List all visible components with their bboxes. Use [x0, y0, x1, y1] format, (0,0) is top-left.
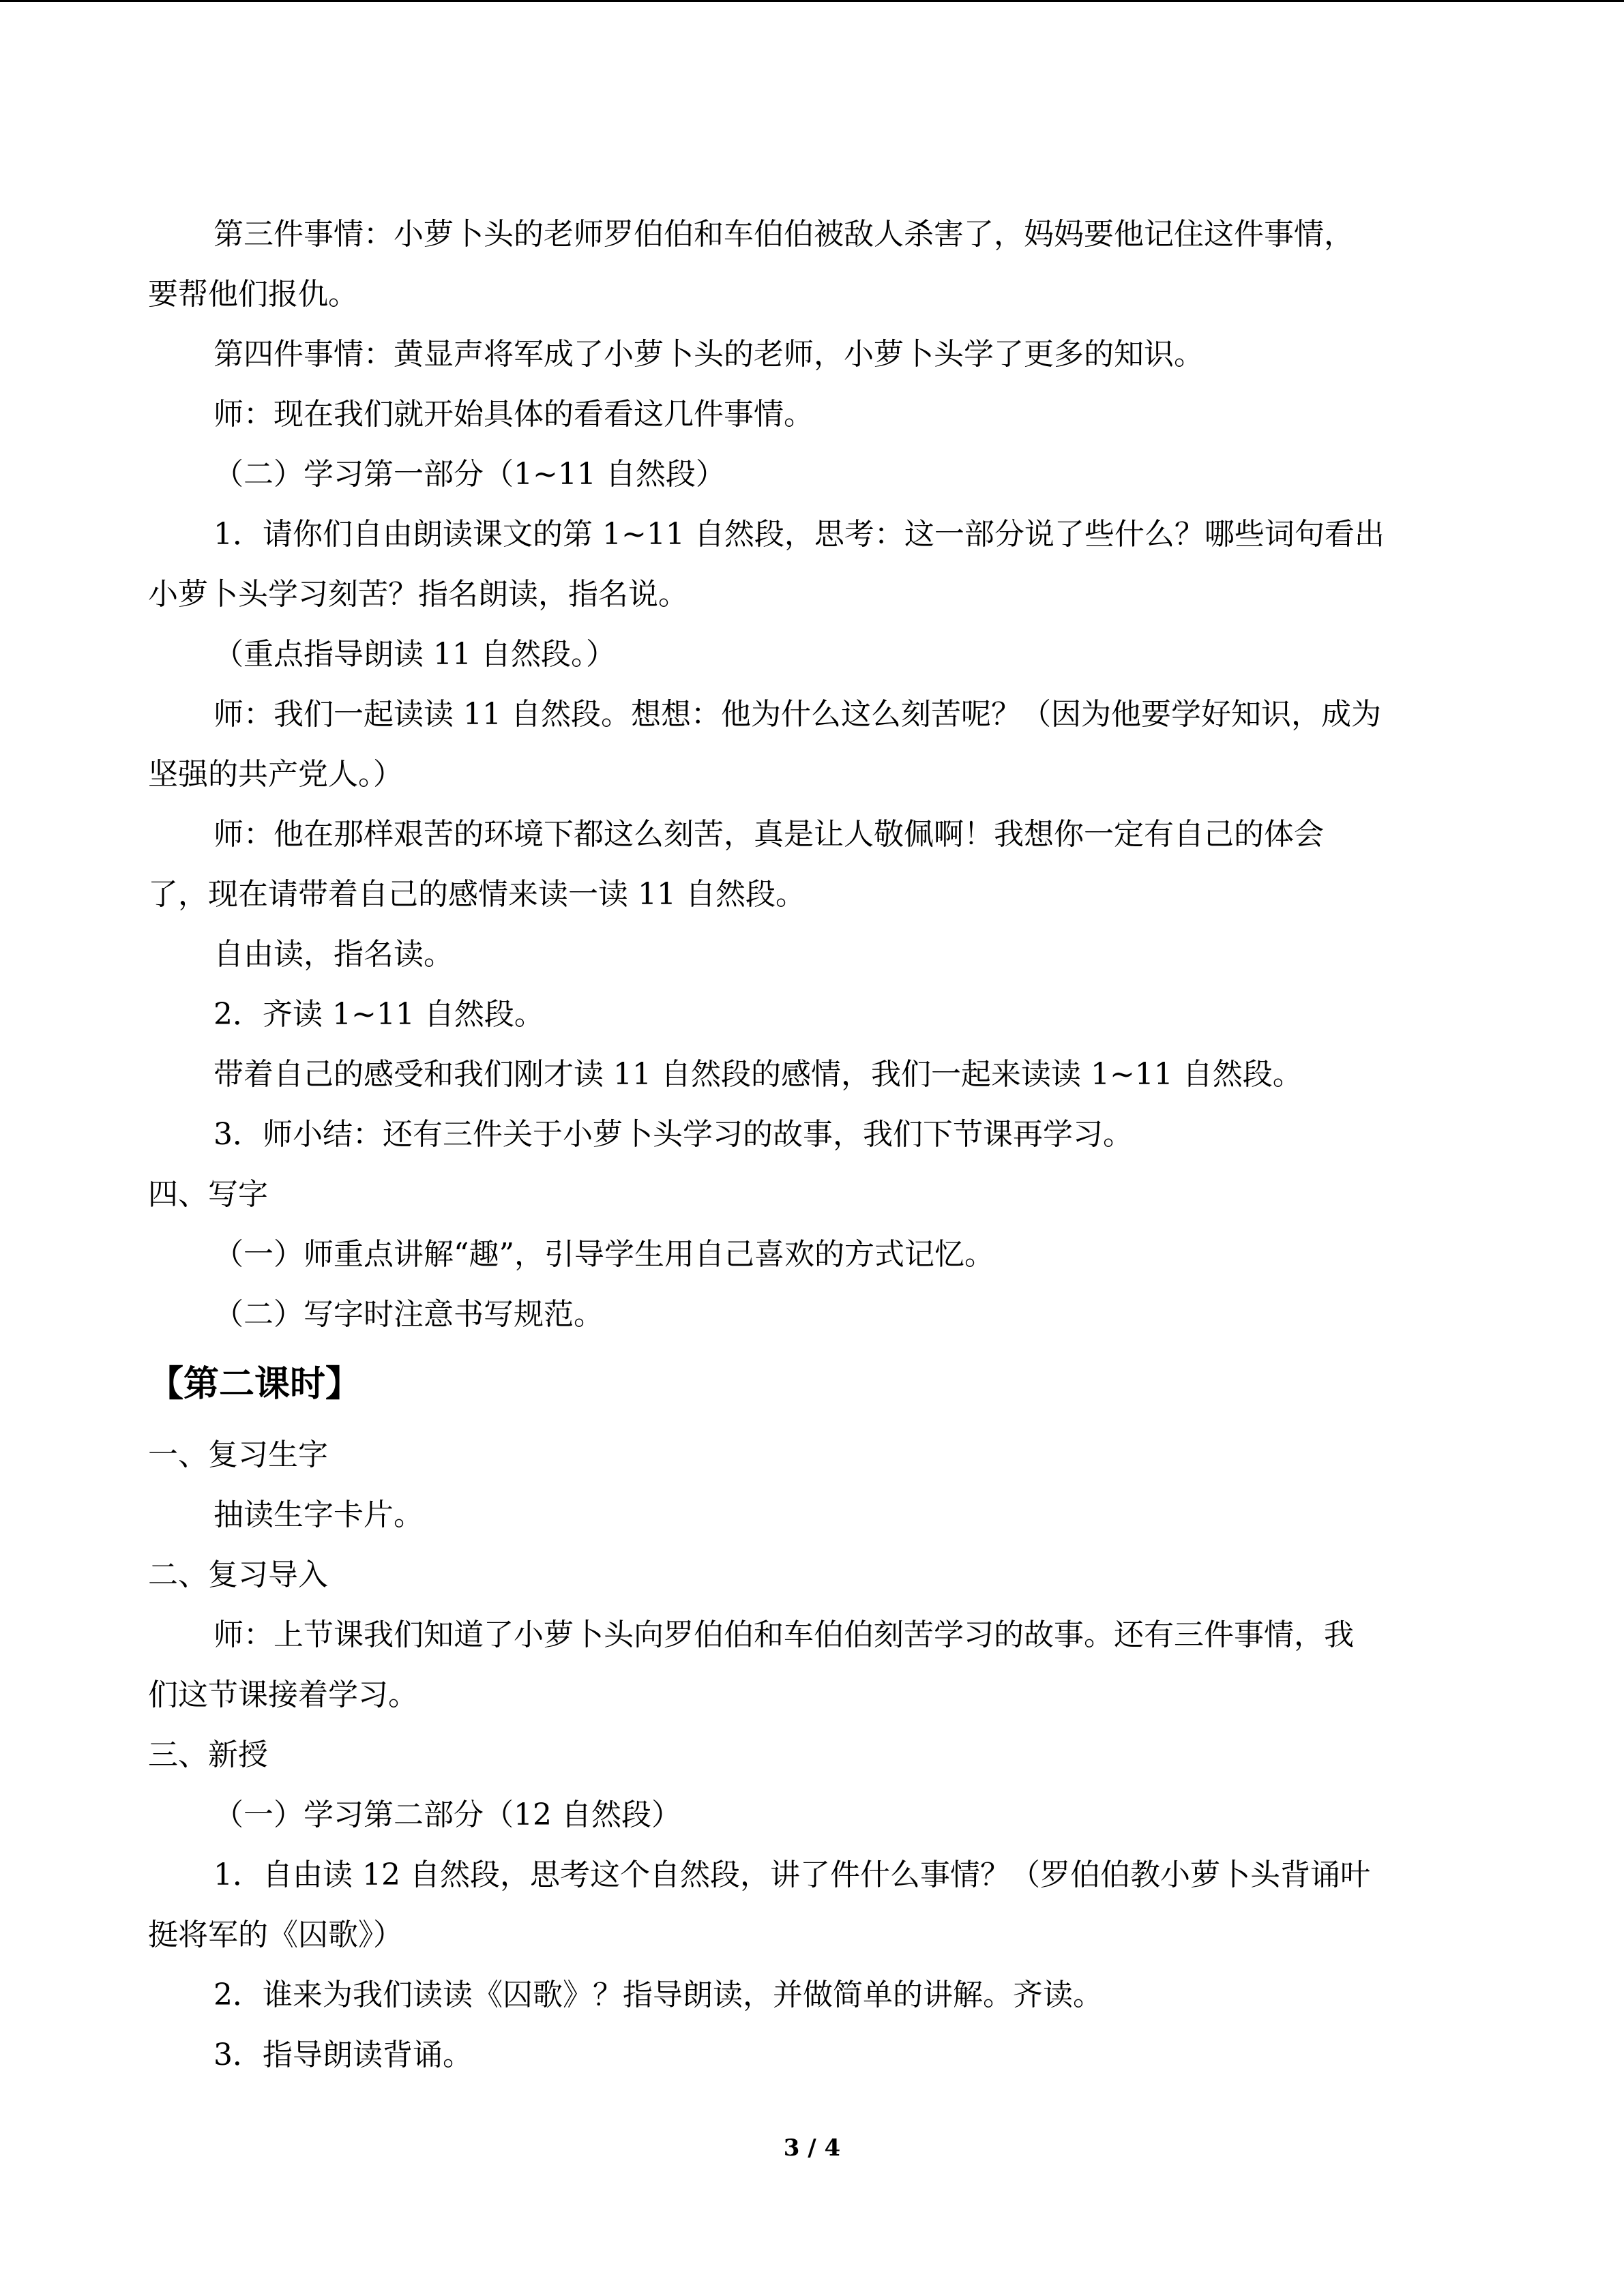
- text-line: 3．指导朗读背诵。: [213, 2038, 473, 2072]
- page-number: 3 / 4: [783, 2134, 841, 2162]
- text-line: （二）写字时注意书写规范。: [213, 1297, 604, 1332]
- text-line: （重点指导朗读 11 自然段。）: [213, 637, 616, 672]
- section-heading: 【第二课时】: [148, 1364, 361, 1405]
- text-line: （一）师重点讲解“趣”，引导学生用自己喜欢的方式记忆。: [213, 1237, 994, 1272]
- text-line: 第三件事情：小萝卜头的老师罗伯伯和车伯伯被敌人杀害了，妈妈要他记住这件事情，: [213, 217, 1354, 252]
- text-line: （二）学习第一部分（1~11 自然段）: [213, 457, 726, 492]
- text-line: 们这节课接着学习。: [148, 1678, 418, 1712]
- text-line: 第四件事情：黄显声将军成了小萝卜头的老师，小萝卜头学了更多的知识。: [213, 337, 1204, 372]
- text-line: 要帮他们报仇。: [148, 277, 358, 312]
- text-line: 师：他在那样艰苦的环境下都这么刻苦，真是让人敬佩啊！我想你一定有自己的体会: [213, 817, 1324, 852]
- text-line: 二、复习导入: [148, 1557, 328, 1592]
- text-line: 师：现在我们就开始具体的看看这几件事情。: [213, 397, 814, 432]
- text-line: 了，现在请带着自己的感情来读一读 11 自然段。: [148, 877, 806, 912]
- text-line: 坚强的共产党人。）: [148, 757, 403, 792]
- text-line: 带着自己的感受和我们刚才读 11 自然段的感情，我们一起来读读 1~11 自然段。: [213, 1057, 1303, 1092]
- text-line: 1．请你们自由朗读课文的第 1~11 自然段，思考：这一部分说了些什么？哪些词句看出: [213, 517, 1385, 552]
- text-line: 师：我们一起读读 11 自然段。想想：他为什么这么刻苦呢？（因为他要学好知识，成为: [213, 697, 1381, 732]
- text-line: 自由读，指名读。: [213, 937, 454, 972]
- text-line: 一、复习生字: [148, 1437, 328, 1472]
- text-line: 1．自由读 12 自然段，思考这个自然段，讲了件什么事情？（罗伯伯教小萝卜头背诵叶: [213, 1858, 1370, 1892]
- text-line: 2．齐读 1~11 自然段。: [213, 997, 544, 1032]
- text-line: 四、写字: [148, 1177, 268, 1212]
- text-line: 师：上节课我们知道了小萝卜头向罗伯伯和车伯伯刻苦学习的故事。还有三件事情，我: [213, 1617, 1354, 1652]
- text-line: 小萝卜头学习刻苦？指名朗读，指名说。: [148, 577, 688, 612]
- text-line: （一）学习第二部分（12 自然段）: [213, 1798, 681, 1832]
- document-body: [148, 205, 1485, 2085]
- text-line: 3．师小结：还有三件关于小萝卜头学习的故事，我们下节课再学习。: [213, 1117, 1133, 1152]
- text-line: 三、新授: [148, 1738, 268, 1772]
- text-line: 挺将军的《囚歌》）: [148, 1918, 403, 1952]
- text-line: 2．谁来为我们读读《囚歌》？指导朗读，并做简单的讲解。齐读。: [213, 1978, 1103, 2012]
- top-border-line: [0, 0, 1624, 2]
- text-line: 抽读生字卡片。: [213, 1497, 424, 1532]
